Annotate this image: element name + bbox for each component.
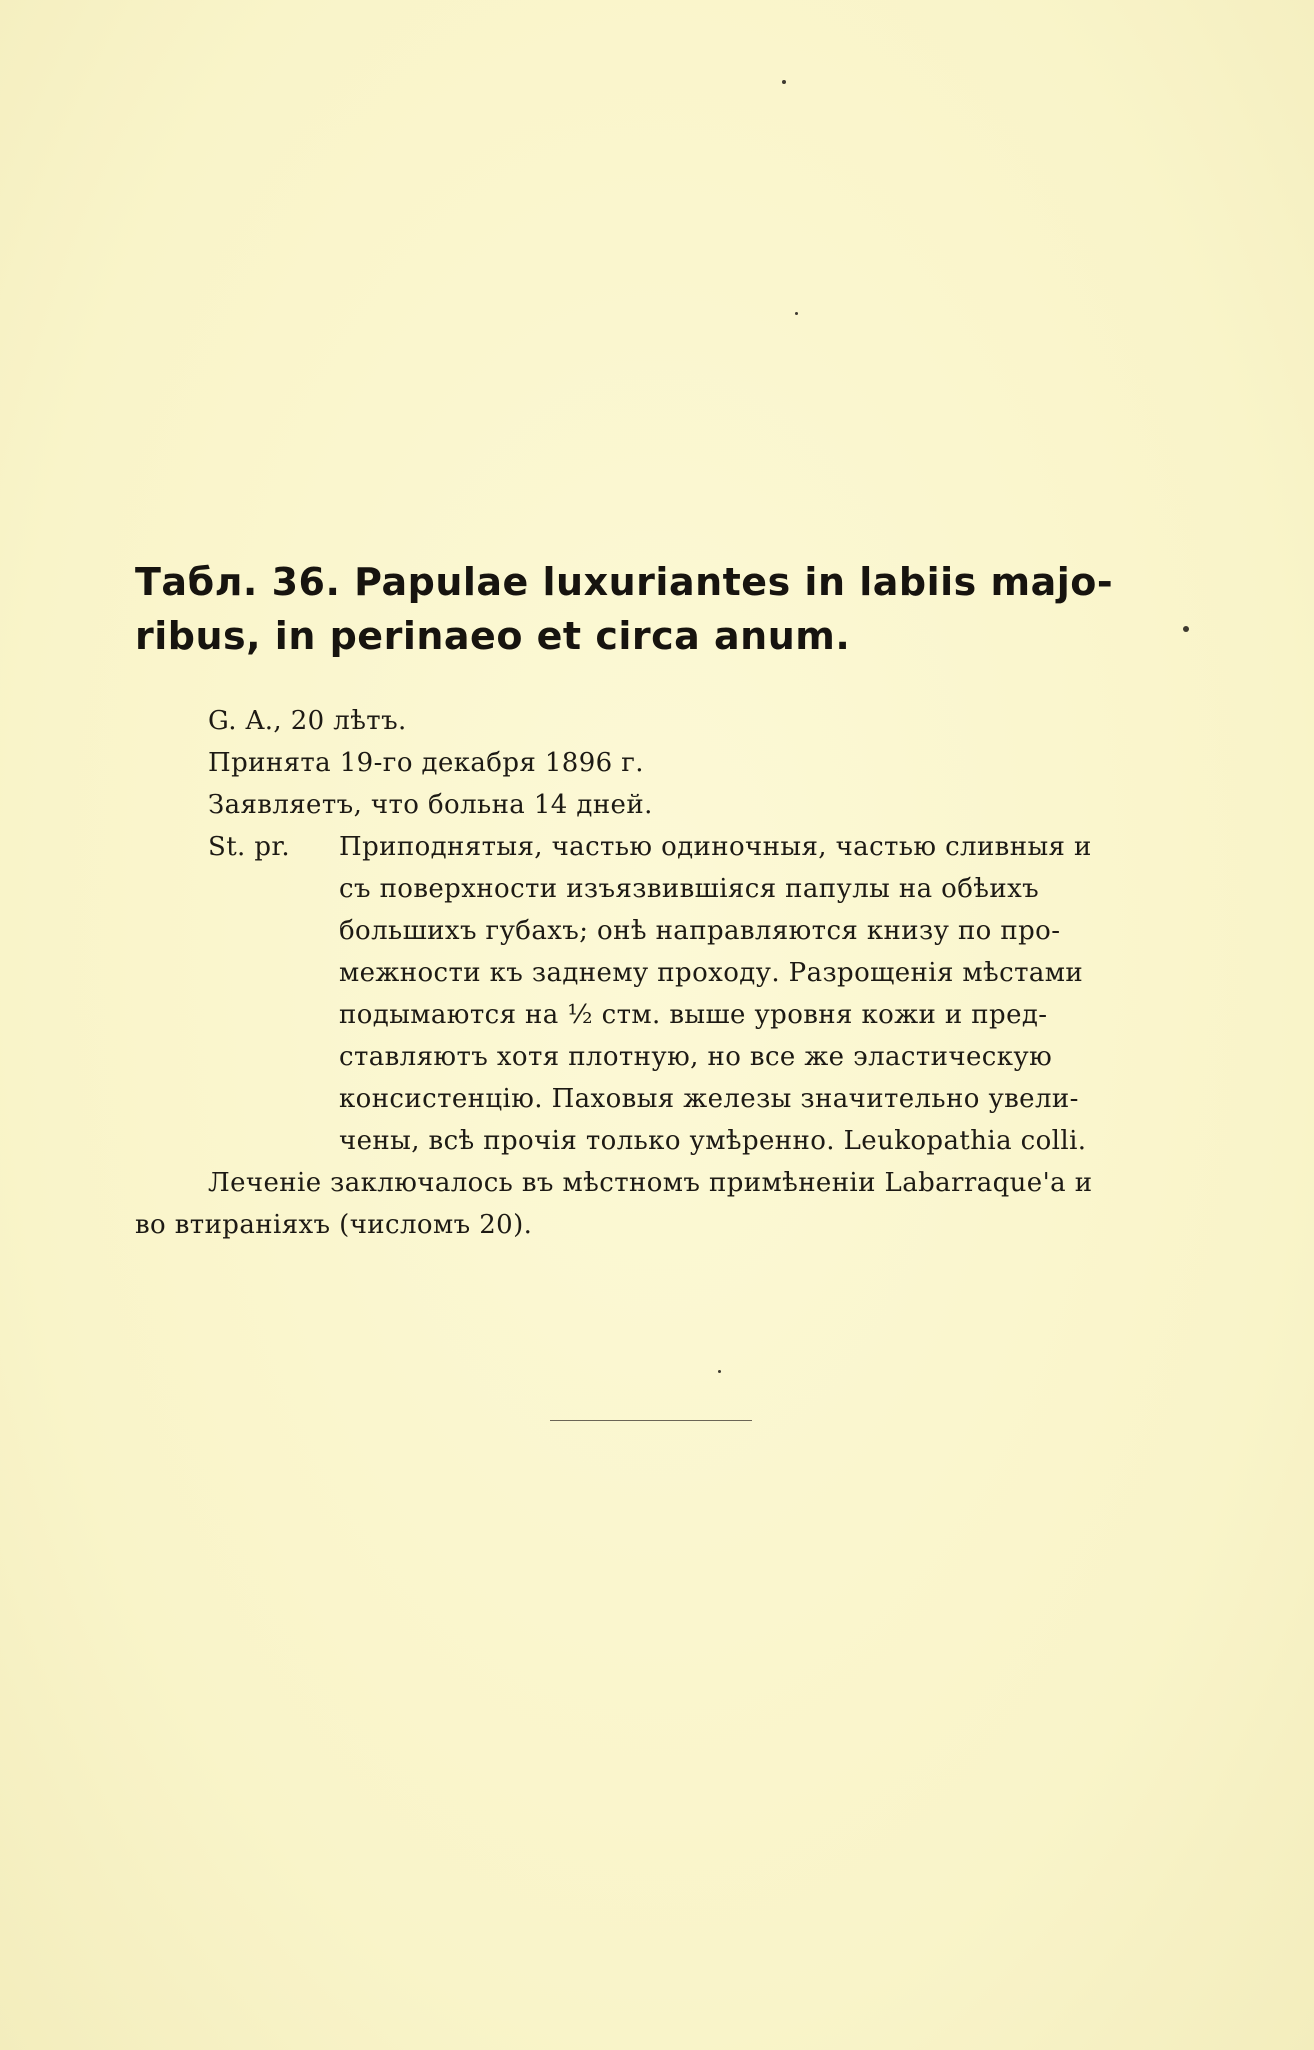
patient-initials-age: G. A., 20 лѣтъ.: [208, 706, 407, 736]
status-line-3: большихъ губахъ; онѣ направляются книзу по про-: [339, 916, 1061, 946]
treatment-line-2: во втираніяхъ (числомъ 20).: [135, 1210, 533, 1240]
treatment-line-1: Леченіе заключалось въ мѣстномъ примѣненіи Labarraque'a и: [208, 1168, 1093, 1198]
paper-speck: [795, 312, 798, 315]
status-praesens-first-line: [208, 826, 1092, 868]
title-line-1: Табл. 36. Papulae luxuriantes in labiis majo-: [135, 560, 1114, 604]
status-line-2: съ поверхности изъязвившіяся папулы на обѣихъ: [339, 874, 1040, 904]
illness-duration: Заявляетъ, что больна 14 дней.: [208, 790, 653, 820]
status-line-8: чены, всѣ прочія только умѣренно. Leukopathia colli.: [339, 1126, 1087, 1156]
status-praesens-label: St. pr.: [208, 832, 291, 862]
title-line-2: ribus, in perinaeo et circa anum.: [135, 614, 851, 658]
status-line-7: консистенцію. Паховыя железы значительно увели-: [339, 1084, 1079, 1114]
admission-date: Принята 19-го декабря 1896 г.: [208, 748, 644, 778]
table-title: [135, 555, 1195, 663]
status-line-4: межности къ заднему проходу. Разрощенія мѣстами: [339, 958, 1084, 988]
status-line-5: подымаются на ½ стм. выше уровня кожи и пред-: [339, 1000, 1048, 1030]
status-line-1: Приподнятыя, частью одиночныя, частью сливныя и: [339, 832, 1092, 862]
paper-speck: [782, 80, 786, 84]
closing-rule: [550, 1420, 752, 1421]
paper-speck: [718, 1370, 721, 1373]
status-line-6: ставляютъ хотя плотную, но все же эластическую: [339, 1042, 1053, 1072]
paper-speck: [1183, 626, 1189, 632]
